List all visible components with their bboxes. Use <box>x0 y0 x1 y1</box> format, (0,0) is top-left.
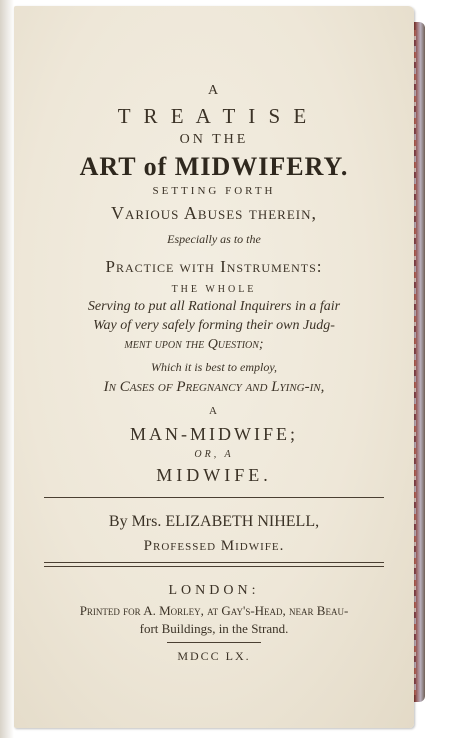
line-especially: Especially as to the <box>167 232 261 246</box>
line-various-abuses: Various Abuses therein, <box>111 203 317 223</box>
line-serving-1: Serving to put all Rational Inquirers in a fair <box>87 299 341 314</box>
line-practice: Practice with Instruments: <box>105 257 323 276</box>
line-or-a: OR, A <box>194 449 234 460</box>
line-on-the: ON THE <box>179 132 249 147</box>
line-serving-2: Way of very safely forming their own Judg- <box>93 318 335 333</box>
line-a-2: A <box>209 405 219 417</box>
place-line: LONDON: <box>168 583 260 598</box>
author-title: Professed Midwife. <box>143 538 285 554</box>
line-midwife: MIDWIFE. <box>156 465 272 485</box>
line-which: Which it is best to employ, <box>151 360 277 374</box>
line-man-midwife: MAN-MIDWIFE; <box>130 424 298 444</box>
printer-line-2: fort Buildings, in the Strand. <box>139 621 289 636</box>
rule-top <box>44 497 384 498</box>
line-setting-forth: SETTING FORTH <box>152 185 276 197</box>
line-cases: In Cases of Pregnancy and Lying-in, <box>103 379 325 395</box>
line-serving-3: ment upon the Question; <box>124 337 264 352</box>
line-the-whole: THE WHOLE <box>171 284 257 295</box>
line-treatise: T R E A T I S E <box>117 104 311 128</box>
background-shadow <box>0 0 14 738</box>
printer-line-1: Printed for A. Morley, at Gay's-Head, near Beau- <box>79 603 349 618</box>
line-a: A <box>207 83 221 98</box>
title-page <box>14 6 414 728</box>
date-line: MDCC LX. <box>177 649 251 663</box>
author-line: By Mrs. ELIZABETH NIHELL, <box>108 513 320 530</box>
rule-middle-2 <box>44 566 384 567</box>
rule-date <box>167 642 261 643</box>
rule-middle-1 <box>44 562 384 563</box>
line-art-of-midwifery: ART of MIDWIFERY. <box>79 152 349 181</box>
